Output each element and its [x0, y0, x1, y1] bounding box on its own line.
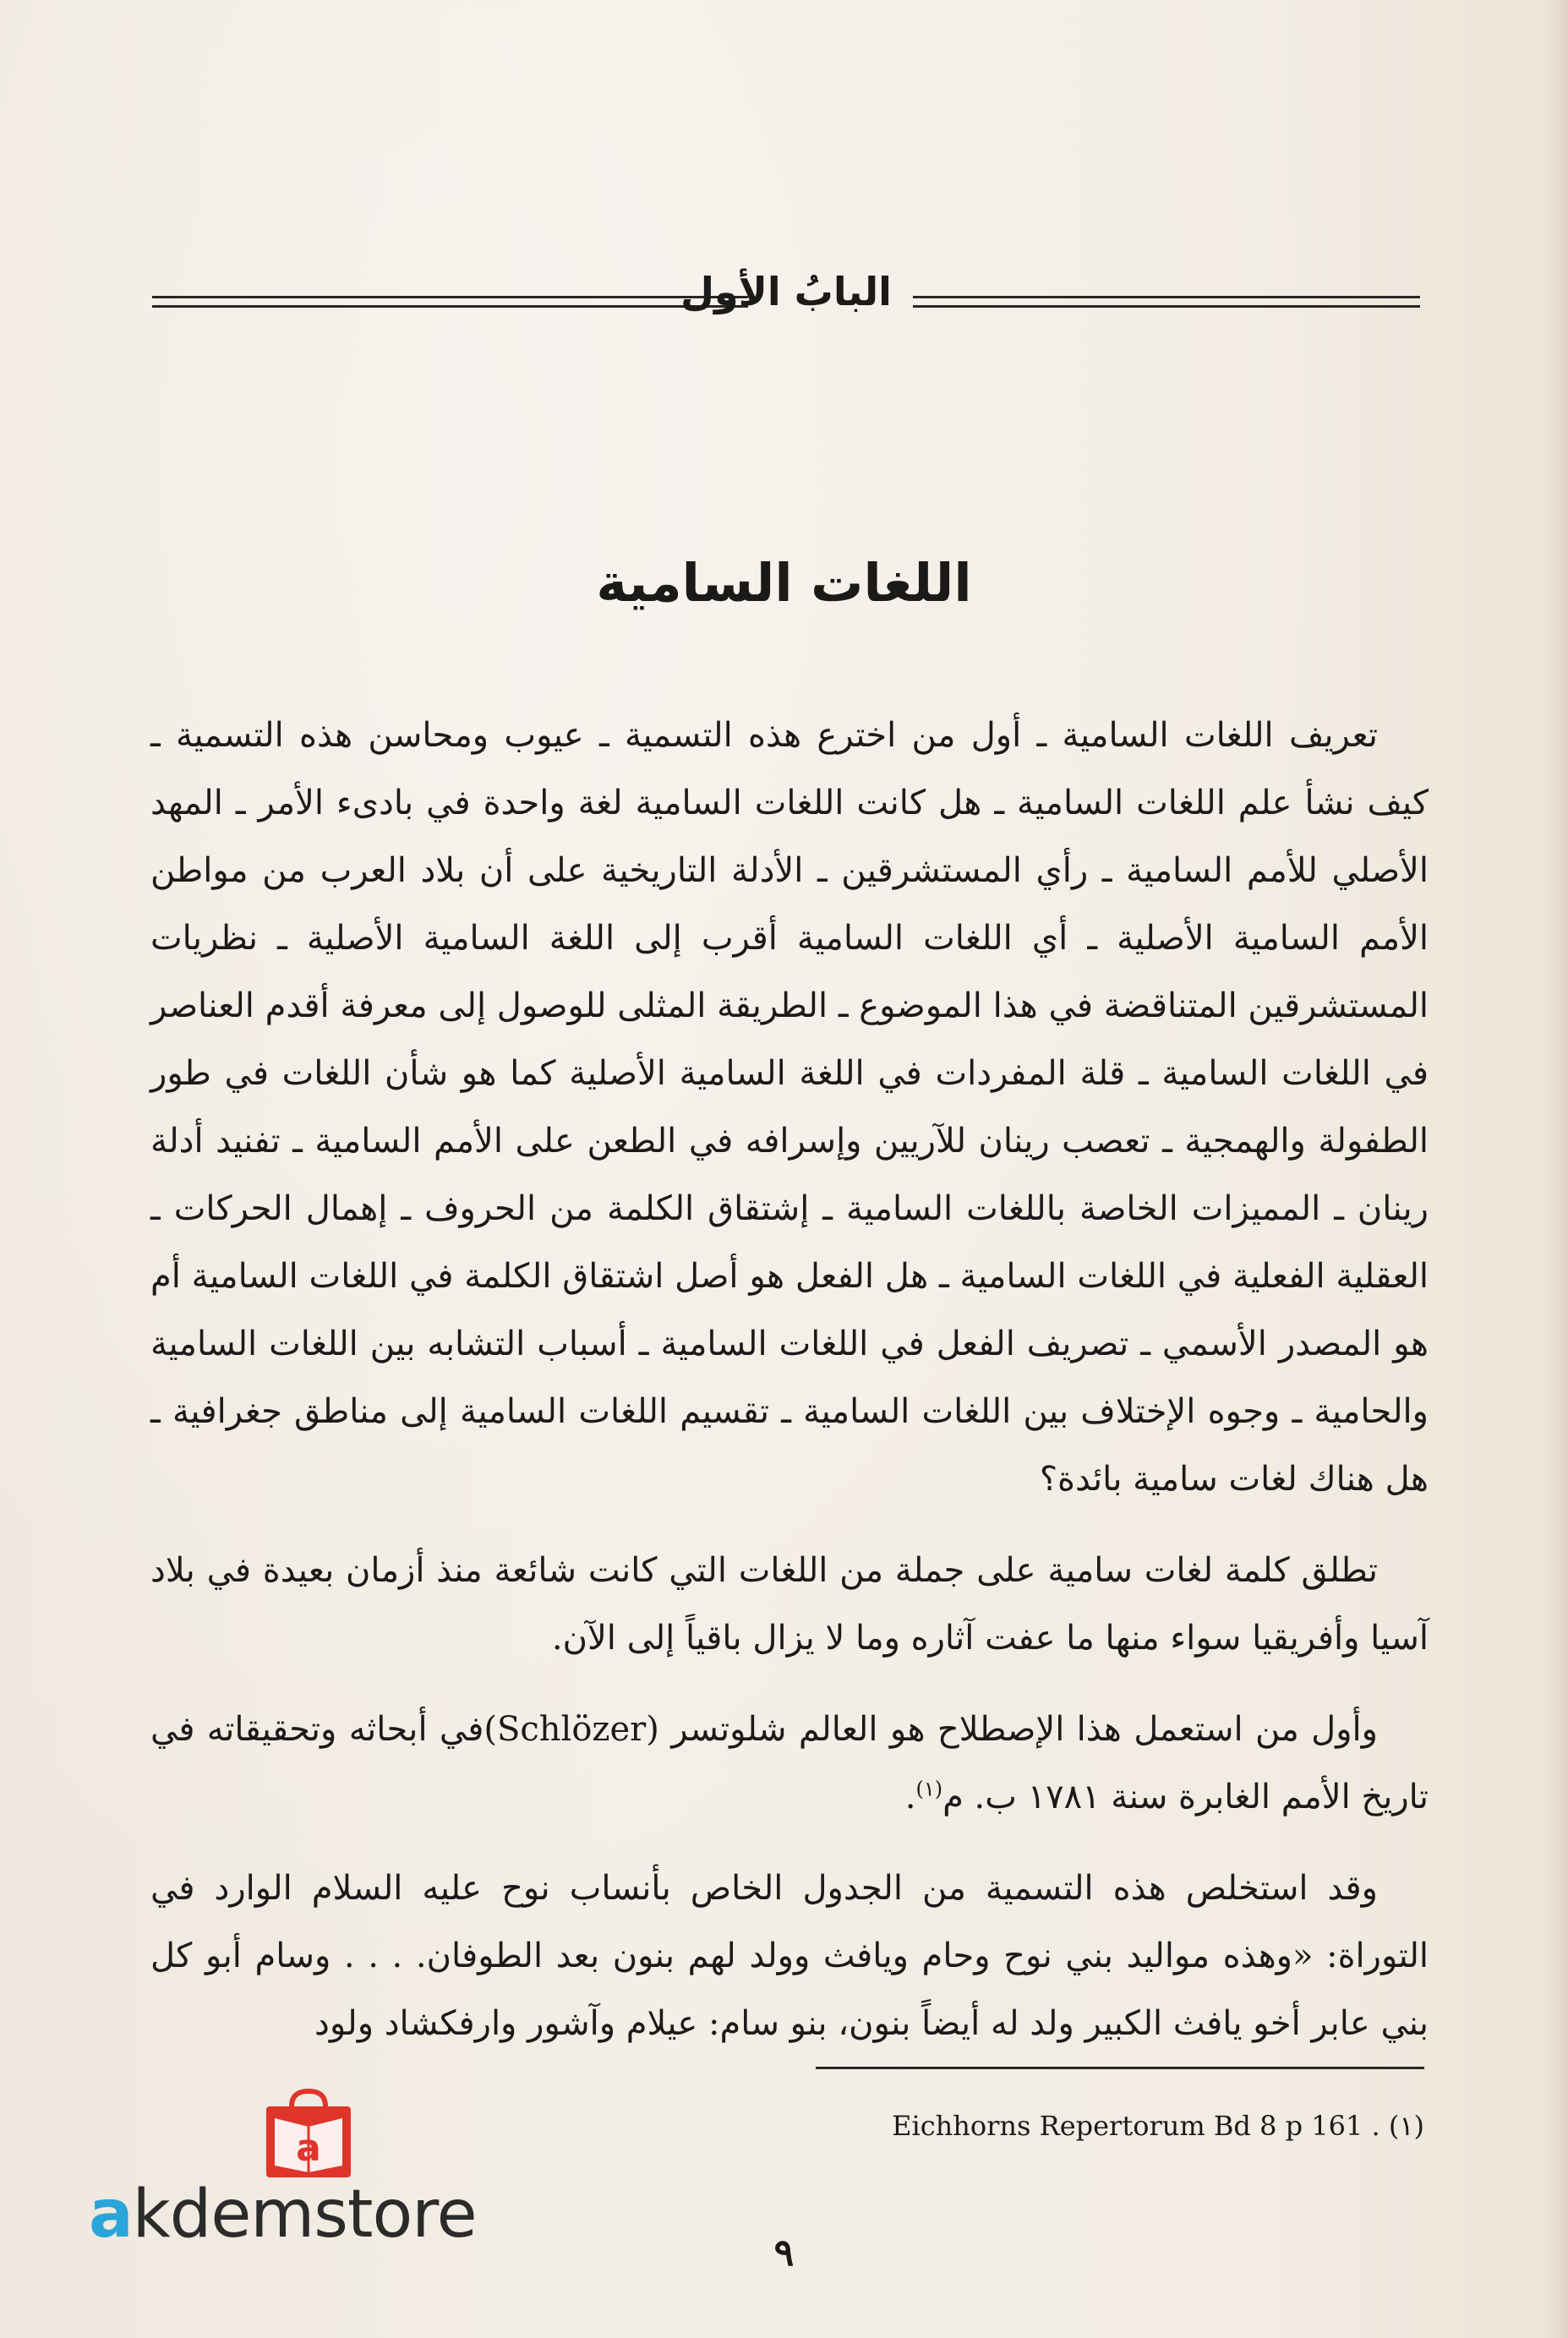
- akdemstore-wordmark: [89, 2172, 528, 2257]
- origin-text-before: وأول من استعمل هذا الإصطلاح هو العالم شلوتسر: [671, 1710, 1378, 1749]
- bag-icon: [258, 2088, 359, 2181]
- definition-paragraph: تطلق كلمة لغات سامية على جملة من اللغات التي كانت شائعة منذ أزمان بعيدة في بلاد آسيا وأفريقيا سواء منها ما عفت آثاره وما لا يزال باقياً إلى الآن.: [150, 1551, 1429, 1658]
- origin-text-after: في أبحاثه وتحقيقاته في تاريخ الأمم الغابرة سنة ١٧٨١ ب. م: [150, 1710, 1429, 1816]
- summary-paragraph: تعريف اللغات السامية ـ أول من اخترع هذه التسمية ـ عيوب ومحاسن هذه التسمية ـ كيف نشأ علم اللغات السامية ـ هل كانت اللغات السامية لغة واحدة في بادىء الأمر ـ المهد الأصلي للأمم السامية ـ رأي المستشرقين ـ الأدلة التاريخية على أن بلاد العرب من مواطن الأمم السامية الأصلية ـ أي اللغات السامية أقرب إلى اللغة السامية الأصلية ـ نظريات المستشرقين المتناقضة في هذا الموضوع ـ الطريقة المثلى للوصول إلى معرفة أقدم العناصر في اللغات السامية ـ قلة المفردات في اللغة السامية الأصلية كما هو شأن اللغات في طور الطفولة والهمجية ـ تعصب رينان للآريين وإسرافه في الطعن على الأمم السامية ـ تفنيد أدلة رينان ـ المميزات الخاصة باللغات السامية ـ إشتقاق الكلمة من الحروف ـ إهمال الحركات ـ العقلية الفعلية في اللغات السامية ـ هل الفعل هو أصل اشتقاق الكلمة في اللغات السامية أم هو المصدر الأسمي ـ تصريف الفعل في اللغات السامية ـ أسباب التشابه بين اللغات السامية والحامية ـ وجوه الإختلاف بين اللغات السامية ـ تقسيم اللغات السامية إلى مناطق جغرافية ـ هل هناك لغات سامية بائدة؟: [150, 716, 1429, 1499]
- footnote: [592, 2105, 1424, 2147]
- torah-paragraph: وقد استخلص هذه التسمية من الجدول الخاص بأنساب نوح عليه السلام الوارد في التوراة: «وهذه مواليد بني نوح وحام ويافث وولد لهم بنون بعد الطوفان. . . . وسام أبو كل بني عابر أخو يافث الكبير ولد له أيضاً بنون، بنو سام: عيلام وآشور وارفكشاد ولود: [150, 1869, 1429, 2043]
- footnote-marker: (١): [1388, 2110, 1424, 2142]
- chapter-rule-right: [913, 296, 1420, 308]
- svg-text:a: a: [296, 2127, 321, 2170]
- footnote-reference[interactable]: (١): [915, 1777, 943, 1801]
- footnote-text: Eichhorns Repertorum Bd 8 p 161 .: [892, 2110, 1380, 2142]
- logo-letter-a: a: [89, 2177, 133, 2253]
- schlozer-latin-name: (Schlözer): [484, 1710, 659, 1749]
- page-edge-shadow: [1548, 0, 1568, 2338]
- origin-paragraph: [150, 1696, 1429, 1831]
- akdemstore-logo: [89, 2088, 528, 2257]
- chapter-rule-left: [152, 296, 748, 308]
- chapter-title: البابُ الأول: [680, 269, 892, 314]
- page-number: ٩: [773, 2231, 795, 2275]
- logo-letters-rest: kdemstore: [132, 2177, 477, 2253]
- section-title: اللغات السامية: [596, 552, 972, 614]
- footnote-divider: [816, 2067, 1424, 2069]
- body-text: [150, 702, 1429, 2081]
- chapter-header: [152, 254, 1420, 330]
- origin-text-end: .: [904, 1778, 916, 1816]
